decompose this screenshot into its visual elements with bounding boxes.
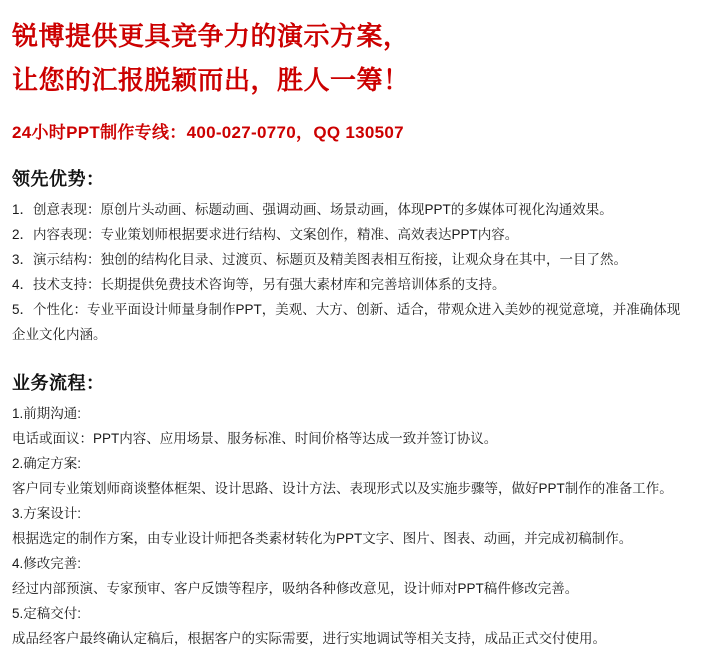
list-item — [12, 601, 697, 651]
list-item — [12, 551, 697, 601]
process-step-body: 成品经客户最终确认定稿后，根据客户的实际需要，进行实地调试等相关支持，成品正式交付使用。 — [12, 631, 606, 646]
hotline-text: 24小时PPT制作专线：400-027-0770，QQ 130507 — [12, 123, 404, 142]
headline-line-2: 让您的汇报脱颖而出，胜人一筹！ — [12, 65, 410, 95]
list-item — [12, 501, 697, 551]
list-item: 3．演示结构：独创的结构化目录、过渡页、标题页及精美图表相互衔接，让观众身在其中，一目了然。 — [12, 252, 628, 267]
process-step-label: 5.定稿交付: — [12, 606, 82, 621]
list-item: 4．技术支持：长期提供免费技术咨询等，另有强大素材库和完善培训体系的支持。 — [12, 277, 506, 292]
process-step-label: 2.确定方案: — [12, 456, 82, 471]
process-step-label: 1.前期沟通: — [12, 406, 82, 421]
process-list — [12, 401, 697, 651]
process-step-label: 4.修改完善: — [12, 556, 82, 571]
list-item — [12, 401, 697, 451]
process-step-label: 3.方案设计: — [12, 506, 82, 521]
list-item: 企业文化内涵。 — [12, 327, 107, 342]
process-step-body: 客户同专业策划师商谈整体框架、设计思路、设计方法、表现形式以及实施步骤等，做好PPT制作的准备工作。 — [12, 481, 673, 496]
process-step-body: 电话或面议：PPT内容、应用场景、服务标准、时间价格等达成一致并签订协议。 — [12, 431, 498, 446]
list-item: 2．内容表现：专业策划师根据要求进行结构、文案创作，精准、高效表达PPT内容。 — [12, 227, 519, 242]
advantages-list — [12, 197, 697, 347]
headline-line-1: 锐博提供更具竞争力的演示方案， — [12, 21, 410, 51]
list-item: 1．创意表现：原创片头动画、标题动画、强调动画、场景动画，体现PPT的多媒体可视化沟通效果。 — [12, 202, 613, 217]
advantages-heading: 领先优势： — [12, 169, 105, 189]
process-step-body: 经过内部预演、专家预审、客户反馈等程序，吸纳各种修改意见，设计师对PPT稿件修改完善。 — [12, 581, 579, 596]
list-item — [12, 451, 697, 501]
process-heading: 业务流程： — [12, 373, 105, 393]
process-step-body: 根据选定的制作方案，由专业设计师把各类素材转化为PPT文字、图片、图表、动画，并完成初稿制作。 — [12, 531, 633, 546]
list-item: 5．个性化：专业平面设计师量身制作PPT，美观、大方、创新、适合，带观众进入美妙的视觉意境，并准确体现 — [12, 302, 681, 317]
